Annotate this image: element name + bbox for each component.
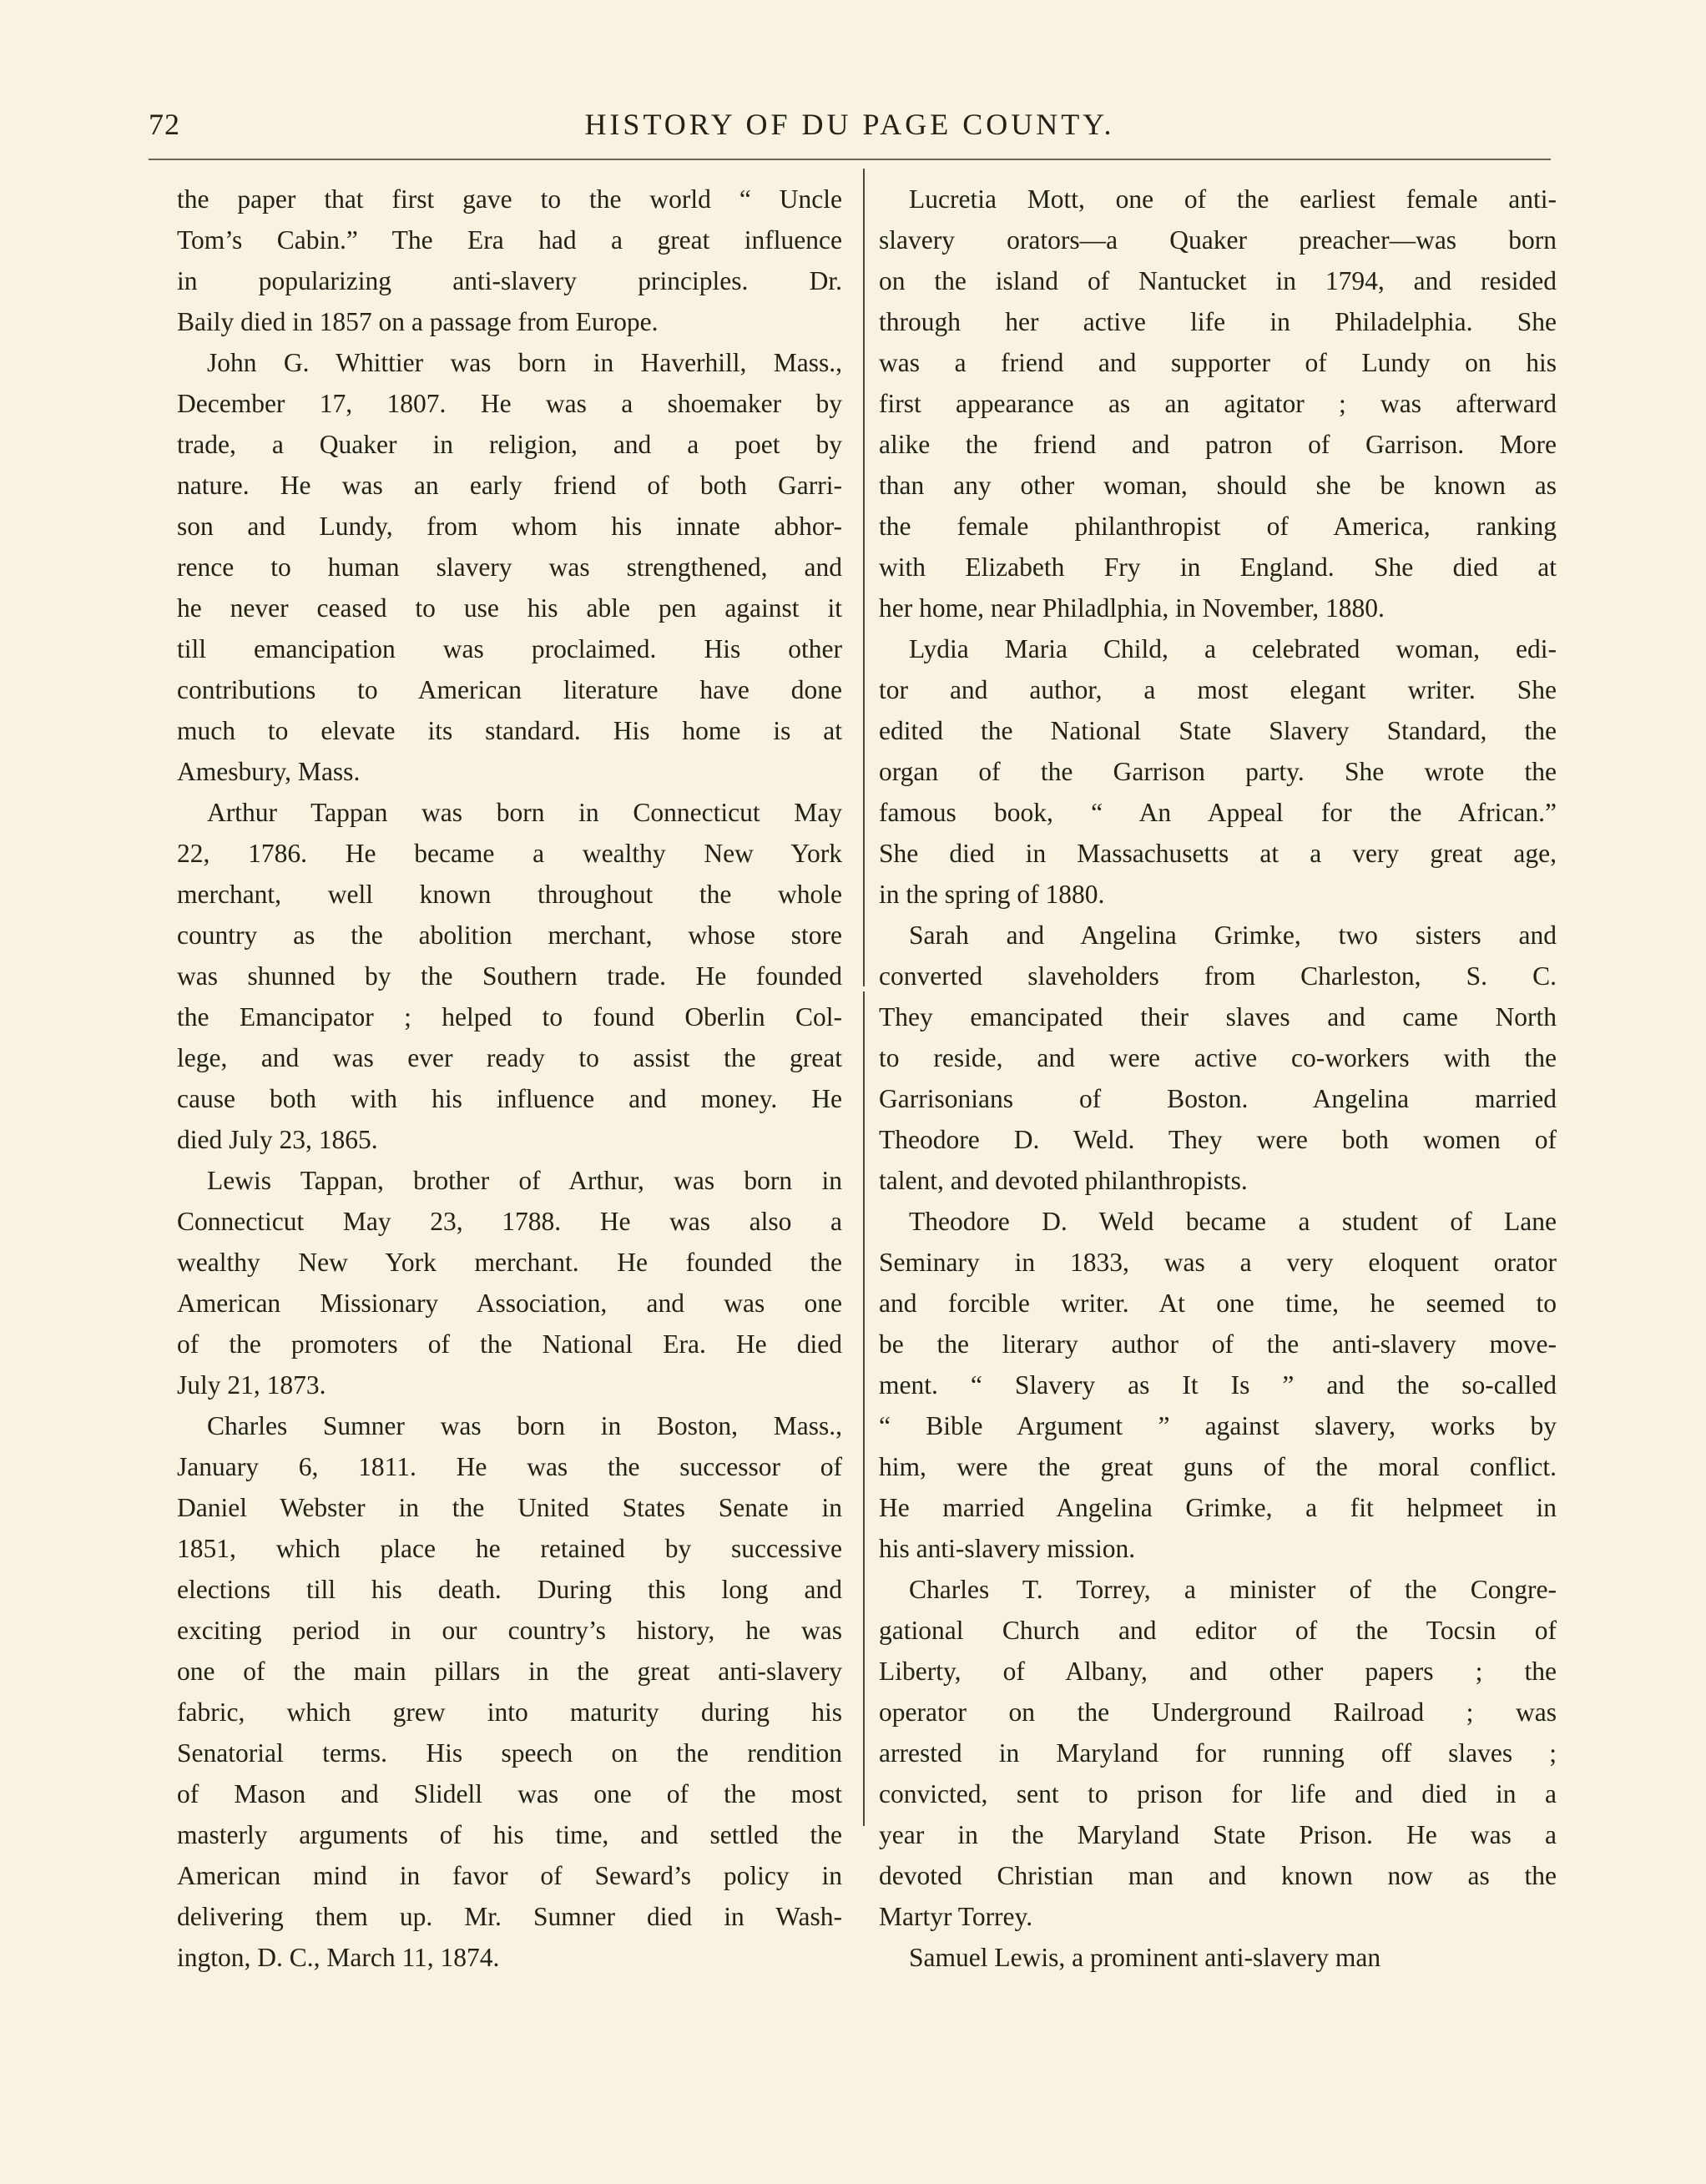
text-line: “ Bible Argument ” against slavery, works by — [879, 1411, 1557, 1440]
text-line: exciting period in our country’s history, he was — [177, 1616, 842, 1645]
text-line: Connecticut May 23, 1788. He was also a — [177, 1207, 842, 1236]
text-line: January 6, 1811. He was the successor of — [177, 1452, 842, 1481]
text-line: American mind in favor of Seward’s policy in — [177, 1861, 842, 1890]
text-line: the female philanthropist of America, ranking — [879, 512, 1557, 541]
text-line: was shunned by the Southern trade. He founded — [177, 961, 842, 991]
text-line: of the promoters of the National Era. He died — [177, 1329, 842, 1359]
text-line: in popularizing anti-slavery principles. Dr. — [177, 266, 842, 295]
text-line: till emancipation was proclaimed. His other — [177, 634, 842, 663]
text-line: Garrisonians of Boston. Angelina married — [879, 1084, 1557, 1113]
text-line: died July 23, 1865. — [177, 1125, 378, 1154]
paragraph — [879, 1569, 1557, 1937]
text-line: tor and author, a most elegant writer. She — [879, 675, 1557, 704]
text-line: him, were the great guns of the moral conflict. — [879, 1452, 1557, 1481]
text-line: Charles Sumner was born in Boston, Mass., — [207, 1411, 842, 1440]
paragraph — [177, 1405, 842, 1978]
left-text-column — [177, 179, 842, 1978]
text-line: convicted, sent to prison for life and died in a — [879, 1779, 1557, 1808]
text-line: cause both with his influence and money. He — [177, 1084, 842, 1113]
text-line: first appearance as an agitator ; was afterward — [879, 389, 1557, 418]
text-line: Lydia Maria Child, a celebrated woman, edi- — [909, 634, 1557, 663]
text-line: merchant, well known throughout the whole — [177, 880, 842, 909]
text-line: year in the Maryland State Prison. He was a — [879, 1820, 1557, 1849]
text-line: Sarah and Angelina Grimke, two sisters and — [909, 921, 1557, 950]
text-line: converted slaveholders from Charleston, S. C. — [879, 961, 1557, 991]
text-line: She died in Massachusetts at a very great age, — [879, 839, 1557, 868]
text-line: Baily died in 1857 on a passage from Europe. — [177, 307, 659, 336]
paragraph — [879, 1201, 1557, 1569]
text-line: Theodore D. Weld. They were both women of — [879, 1125, 1557, 1154]
paragraph — [177, 342, 842, 792]
paragraph — [879, 179, 1557, 628]
text-line: contributions to American literature have done — [177, 675, 842, 704]
text-line: was a friend and supporter of Lundy on his — [879, 348, 1557, 377]
text-line: Theodore D. Weld became a student of Lane — [909, 1207, 1557, 1236]
text-line: lege, and was ever ready to assist the great — [177, 1043, 842, 1072]
text-line: ment. “ Slavery as It Is ” and the so-called — [879, 1370, 1557, 1400]
text-line: July 21, 1873. — [177, 1370, 326, 1400]
text-line: famous book, “ An Appeal for the African.” — [879, 798, 1557, 827]
text-line: be the literary author of the anti-slavery move- — [879, 1329, 1557, 1359]
text-line: organ of the Garrison party. She wrote the — [879, 757, 1557, 786]
paragraph — [879, 915, 1557, 1201]
running-title: HISTORY OF DU PAGE COUNTY. — [584, 108, 1115, 141]
column-divider — [863, 991, 865, 1826]
paragraph — [879, 1937, 1557, 1978]
text-line: John G. Whittier was born in Haverhill, Mass., — [207, 348, 842, 377]
header-rule — [149, 159, 1551, 160]
text-line: of Mason and Slidell was one of the most — [177, 1779, 842, 1808]
text-line: Lucretia Mott, one of the earliest female anti- — [909, 184, 1557, 214]
text-line: Samuel Lewis, a prominent anti-slavery man — [909, 1943, 1381, 1972]
text-line: Amesbury, Mass. — [177, 757, 361, 786]
text-line: his anti-slavery mission. — [879, 1534, 1136, 1563]
text-line: elections till his death. During this long and — [177, 1575, 842, 1604]
text-line: wealthy New York merchant. He founded the — [177, 1248, 842, 1277]
text-line: devoted Christian man and known now as the — [879, 1861, 1557, 1890]
text-line: Senatorial terms. His speech on the rendition — [177, 1738, 842, 1768]
text-line: than any other woman, should she be known as — [879, 471, 1557, 500]
text-line: the Emancipator ; helped to found Oberlin Col- — [177, 1002, 842, 1031]
text-line: he never ceased to use his able pen against it — [177, 593, 842, 623]
text-line: December 17, 1807. He was a shoemaker by — [177, 389, 842, 418]
page-number: 72 — [149, 108, 180, 141]
text-line: to reside, and were active co-workers with the — [879, 1043, 1557, 1072]
text-line: much to elevate its standard. His home is at — [177, 716, 842, 745]
text-line: Tom’s Cabin.” The Era had a great influence — [177, 225, 842, 255]
text-line: nature. He was an early friend of both Garri- — [177, 471, 842, 500]
text-line: rence to human slavery was strengthened, and — [177, 552, 842, 582]
text-line: through her active life in Philadelphia. She — [879, 307, 1557, 336]
text-line: He married Angelina Grimke, a fit helpmeet in — [879, 1493, 1557, 1522]
text-line: her home, near Philadlphia, in November, 1880. — [879, 593, 1385, 623]
text-line: fabric, which grew into maturity during his — [177, 1697, 842, 1727]
text-line: 1851, which place he retained by successive — [177, 1534, 842, 1563]
text-line: edited the National State Slavery Standard, the — [879, 716, 1557, 745]
text-line: trade, a Quaker in religion, and a poet by — [177, 430, 842, 459]
paragraph — [177, 179, 842, 342]
text-line: talent, and devoted philanthropists. — [879, 1166, 1248, 1195]
text-line: one of the main pillars in the great anti-slavery — [177, 1657, 842, 1686]
paragraph — [177, 1160, 842, 1405]
text-line: 22, 1786. He became a wealthy New York — [177, 839, 842, 868]
paragraph — [879, 628, 1557, 915]
text-line: operator on the Underground Railroad ; was — [879, 1697, 1557, 1727]
text-line: Arthur Tappan was born in Connecticut May — [207, 798, 842, 827]
text-line: on the island of Nantucket in 1794, and resided — [879, 266, 1557, 295]
text-line: Lewis Tappan, brother of Arthur, was born in — [207, 1166, 842, 1195]
column-divider — [863, 169, 865, 986]
text-line: and forcible writer. At one time, he seemed to — [879, 1289, 1557, 1318]
text-line: delivering them up. Mr. Sumner died in Wash- — [177, 1902, 842, 1931]
page-header — [149, 107, 1551, 149]
text-line: slavery orators—a Quaker preacher—was born — [879, 225, 1557, 255]
text-line: Liberty, of Albany, and other papers ; the — [879, 1657, 1557, 1686]
text-line: Charles T. Torrey, a minister of the Congre- — [909, 1575, 1557, 1604]
text-line: in the spring of 1880. — [879, 880, 1105, 909]
right-text-column — [879, 179, 1557, 1978]
text-line: gational Church and editor of the Tocsin of — [879, 1616, 1557, 1645]
text-line: country as the abolition merchant, whose store — [177, 921, 842, 950]
text-line: son and Lundy, from whom his innate abhor- — [177, 512, 842, 541]
text-line: Seminary in 1833, was a very eloquent orator — [879, 1248, 1557, 1277]
text-line: Martyr Torrey. — [879, 1902, 1033, 1931]
text-line: masterly arguments of his time, and settled the — [177, 1820, 842, 1849]
paragraph — [177, 792, 842, 1160]
text-line: American Missionary Association, and was one — [177, 1289, 842, 1318]
text-line: arrested in Maryland for running off slaves ; — [879, 1738, 1557, 1768]
text-line: the paper that first gave to the world “ Uncle — [177, 184, 842, 214]
text-line: Daniel Webster in the United States Senate in — [177, 1493, 842, 1522]
text-line: with Elizabeth Fry in England. She died at — [879, 552, 1557, 582]
text-line: They emancipated their slaves and came North — [879, 1002, 1557, 1031]
text-line: alike the friend and patron of Garrison. More — [879, 430, 1557, 459]
text-line: ington, D. C., March 11, 1874. — [177, 1943, 500, 1972]
